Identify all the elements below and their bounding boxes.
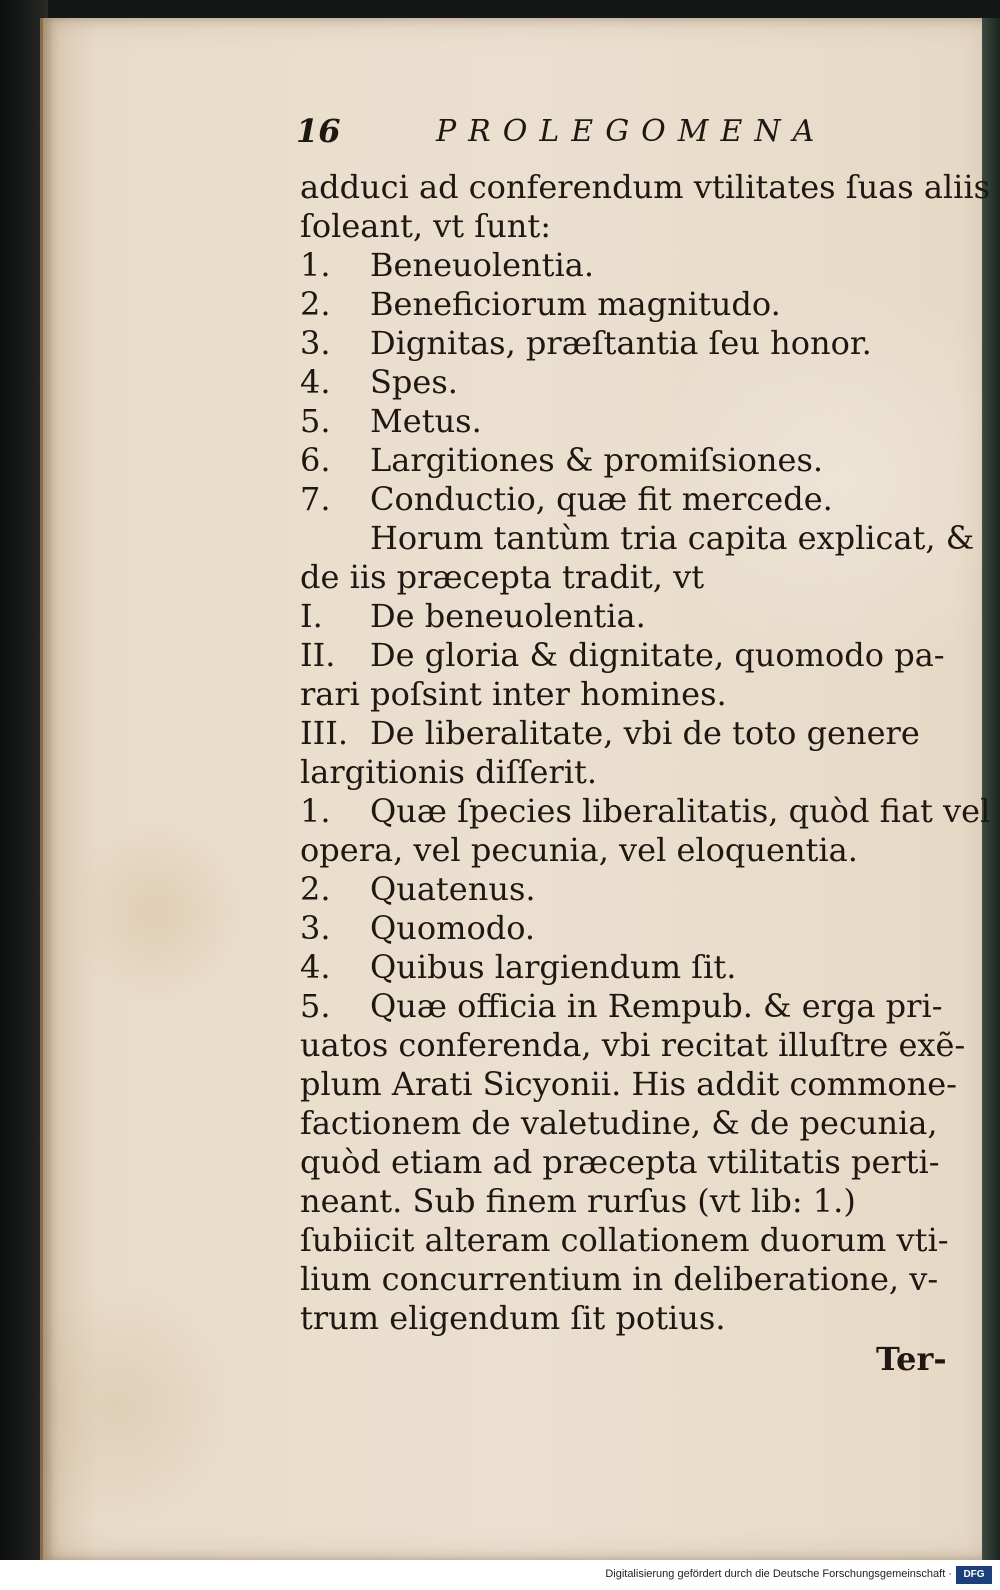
text-line bbox=[300, 753, 950, 792]
text-line bbox=[300, 987, 950, 1026]
line-text: Spes. bbox=[370, 363, 458, 401]
text-line bbox=[300, 558, 950, 597]
line-text: quòd etiam ad præcepta vtilitatis perti- bbox=[300, 1143, 940, 1181]
line-text: Quatenus. bbox=[370, 870, 536, 908]
catchword: Ter- bbox=[876, 1340, 947, 1378]
line-text: Quæ officia in Rempub. & erga pri- bbox=[370, 987, 943, 1025]
line-text: Horum tantùm tria capita explicat, & bbox=[370, 519, 975, 557]
list-number: 6. bbox=[300, 441, 331, 479]
line-text: Quæ ſpecies liberalitatis, quòd fiat vel bbox=[370, 792, 991, 830]
list-number: 4. bbox=[300, 363, 331, 401]
list-number: 5. bbox=[300, 402, 331, 440]
list-number: 1. bbox=[300, 792, 331, 830]
text-line bbox=[300, 363, 950, 402]
text-line bbox=[300, 636, 950, 675]
text-line bbox=[300, 207, 950, 246]
running-title: PROLEGOMENA bbox=[436, 114, 827, 149]
line-text: Beneficiorum magnitudo. bbox=[370, 285, 781, 323]
page-right-edge bbox=[982, 18, 1000, 1560]
text-line bbox=[300, 1026, 966, 1065]
line-text: trum eligendum ſit potius. bbox=[300, 1299, 726, 1337]
text-line bbox=[300, 714, 950, 753]
list-number: 4. bbox=[300, 948, 331, 986]
text-line bbox=[300, 246, 950, 285]
text-line bbox=[300, 1143, 950, 1182]
list-number: 1. bbox=[300, 246, 331, 284]
funding-credit: Digitalisierung gefördert durch die Deutsche Forschungsgemeinschaft · bbox=[605, 1568, 952, 1580]
line-text: Largitiones & promiſsiones. bbox=[370, 441, 824, 479]
text-line bbox=[300, 1182, 950, 1221]
list-number: III. bbox=[300, 714, 349, 752]
line-text: largitionis diſſerit. bbox=[300, 753, 598, 791]
text-line bbox=[300, 441, 950, 480]
text-line bbox=[300, 285, 950, 324]
text-line bbox=[300, 519, 975, 558]
line-text: opera, vel pecunia, vel eloquentia. bbox=[300, 831, 858, 869]
dfg-logo: DFG bbox=[956, 1566, 992, 1584]
line-text: lium concurrentium in deliberatione, v- bbox=[300, 1260, 939, 1298]
list-number: 2. bbox=[300, 285, 331, 323]
body-text bbox=[300, 168, 991, 1338]
list-number: 7. bbox=[300, 480, 331, 518]
text-line bbox=[300, 1104, 950, 1143]
list-number: 3. bbox=[300, 324, 331, 362]
list-number: 5. bbox=[300, 987, 331, 1025]
line-text: Conductio, quæ fit mercede. bbox=[370, 480, 833, 518]
text-line bbox=[300, 792, 991, 831]
text-line bbox=[300, 324, 950, 363]
list-number: I. bbox=[300, 597, 323, 635]
line-text: uatos conferenda, vbi recitat illuſtre exẽ- bbox=[300, 1026, 966, 1064]
line-text: ſubiicit alteram collationem duorum vti- bbox=[300, 1221, 949, 1259]
line-text: plum Arati Sicyonii. His addit commone- bbox=[300, 1065, 957, 1103]
top-edge bbox=[0, 0, 1000, 20]
line-text: De liberalitate, vbi de toto genere bbox=[370, 714, 920, 752]
text-line bbox=[300, 597, 950, 636]
line-text: De beneuolentia. bbox=[370, 597, 646, 635]
text-line bbox=[300, 675, 950, 714]
text-line bbox=[300, 1221, 950, 1260]
line-text: neant. Sub finem rurſus (vt lib: 1.) bbox=[300, 1182, 856, 1220]
line-text: factionem de valetudine, & de pecunia, bbox=[300, 1104, 938, 1142]
page-header bbox=[296, 112, 856, 156]
line-text: Quomodo. bbox=[370, 909, 536, 947]
list-number: II. bbox=[300, 636, 336, 674]
line-text: Quibus largiendum ſit. bbox=[370, 948, 737, 986]
line-text: Dignitas, præſtantia ſeu honor. bbox=[370, 324, 872, 362]
text-line bbox=[300, 948, 950, 987]
line-text: de iis præcepta tradit, vt bbox=[300, 558, 705, 596]
text-line bbox=[300, 402, 950, 441]
line-text: adduci ad conferendum vtilitates ſuas aliis bbox=[300, 168, 991, 206]
text-line bbox=[300, 1065, 957, 1104]
text-line bbox=[300, 831, 950, 870]
text-line bbox=[300, 909, 950, 948]
text-line bbox=[300, 1299, 950, 1338]
page-number: 16 bbox=[296, 112, 341, 150]
text-line bbox=[300, 1260, 950, 1299]
line-text: De gloria & dignitate, quomodo pa- bbox=[370, 636, 945, 674]
line-text: rari poſsint inter homines. bbox=[300, 675, 727, 713]
text-line bbox=[300, 168, 991, 207]
list-number: 3. bbox=[300, 909, 331, 947]
list-number: 2. bbox=[300, 870, 331, 908]
line-text: Metus. bbox=[370, 402, 482, 440]
line-text: ſoleant, vt ſunt: bbox=[300, 207, 551, 245]
digitization-footer bbox=[0, 1560, 1000, 1590]
text-line bbox=[300, 870, 950, 909]
line-text: Beneuolentia. bbox=[370, 246, 594, 284]
text-line bbox=[300, 480, 950, 519]
